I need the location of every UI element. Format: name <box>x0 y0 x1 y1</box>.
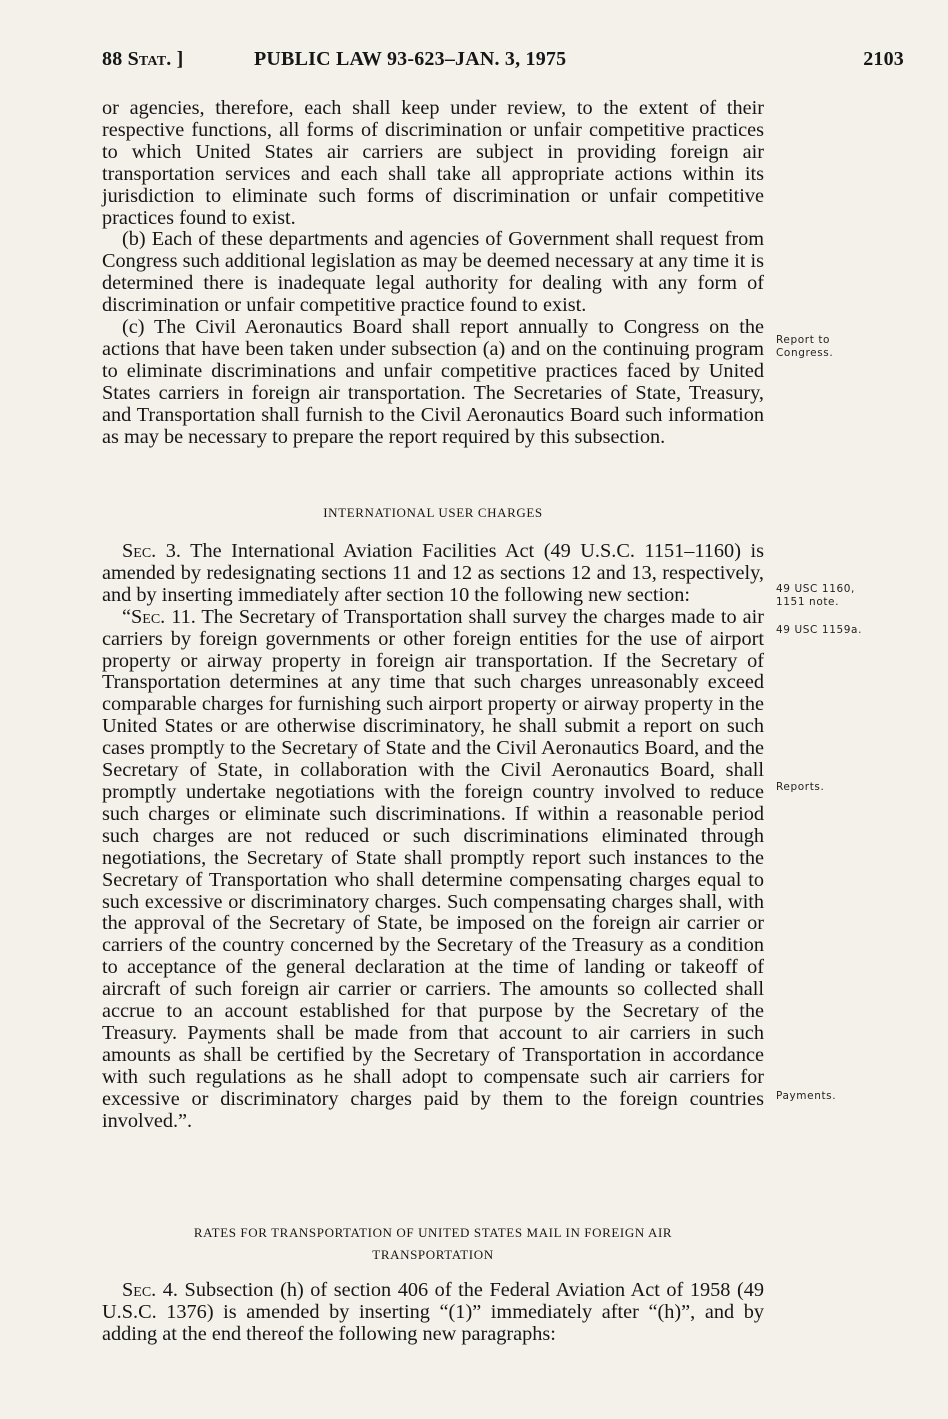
section-3-paragraph <box>102 541 764 607</box>
section-4-paragraph <box>102 1280 764 1346</box>
margin-note-usc-1160-line1: 49 USC 1160, <box>776 583 855 595</box>
running-title: PUBLIC LAW 93-623–JAN. 3, 1975 <box>254 48 567 70</box>
margin-note-reports: Reports. <box>776 781 825 793</box>
margin-note-usc-1160 <box>776 583 916 609</box>
section-4-text: Subsection (h) of section 406 of the Federal Aviation Act of 1958 (49 U.S.C. 1376) is amended by inserting “(1)” immediately after “(h)”, and by adding at the end thereof the following new paragraphs: <box>102 1279 764 1345</box>
heading-international-user-charges: INTERNATIONAL USER CHARGES <box>323 505 543 520</box>
paragraph-c: (c) The Civil Aeronautics Board shall report annually to Congress on the actions that have been taken under subsection (a) and on the continuing program to eliminate discriminations and unfair competitive practices faced by United States carriers in foreign air transportation. The Secretaries of State, Treasury, and Transportation shall furnish to the Civil Aeronautics Board such information as may be necessary to prepare the report required by this subsection. <box>102 316 764 448</box>
paragraph-b: (b) Each of these departments and agencies of Government shall request from Congress such additional legislation as may be deemed necessary at any time it is determined there is inadequate legal authority for dealing with any form of discrimination or unfair competitive practice found to exist. <box>102 228 764 317</box>
heading-mail-rates <box>102 1222 764 1266</box>
section-4 <box>102 1280 764 1346</box>
margin-note-usc-1159a: 49 USC 1159a. <box>776 624 863 636</box>
statute-reference: 88 Stat. ] <box>102 48 184 70</box>
page-header <box>102 48 904 78</box>
section-4-label: Sec. 4. <box>122 1279 178 1301</box>
section-11-paragraph <box>102 607 764 1133</box>
section-3-label: Sec. 3. <box>122 540 181 562</box>
margin-note-report-to-congress: Report to Congress. <box>776 334 834 359</box>
paragraph-a-continuation: or agencies, therefore, each shall keep under review, to the extent of their respective functions, all forms of discrimination or unfair competitive practices to which United States air carriers are subject in providing foreign air transportation services and each shall take all appropriate actions within its jurisdiction to eliminate such forms of discrimination or unfair competitive practices found to exist. <box>102 97 764 229</box>
margin-note-payments: Payments. <box>776 1090 837 1102</box>
margin-note-usc-1160-line2: 1151 note. <box>776 596 840 608</box>
section-11-label: “Sec. 11. <box>122 605 196 628</box>
heading-mail-rates-line1: RATES FOR TRANSPORTATION OF UNITED STATES MAIL IN FOREIGN AIR <box>193 1225 673 1240</box>
section-3-text: The International Aviation Facilities Act (49 U.S.C. 1151–1160) is amended by redesignating sections 11 and 12 as sections 12 and 13, respectively, and by inserting immediately after section 10 the following new section: <box>102 540 764 606</box>
heading-mail-rates-line2: TRANSPORTATION <box>372 1247 494 1262</box>
page-number: 2103 <box>863 48 904 70</box>
section-11-text: The Secretary of Transportation shall survey the charges made to air carriers by foreign governments or other foreign entities for the use of airport property or airway property in foreign air transportation. If the Secretary of Transportation determines at any time that such charges unreasonably exceed comparable charges for furnishing such airport property or airway property in the United States or are otherwise discriminatory, he shall submit a report on such cases promptly to the Secretary of State and the Civil Aeronautics Board, and the Secretary of State, in collaboration with the Civil Aeronautics Board, shall promptly undertake negotiations with the foreign country involved to reduce such charges or eliminate such discriminations. If within a reasonable period such charges are not reduced or such discriminations eliminated through negotiations, the Secretary of State shall promptly report such instances to the Secretary of Transportation who shall determine compensating charges equal to such excessive or discriminatory charges. Such compensating charges shall, with the approval of the Secretary of State, be imposed on the foreign air carrier or carriers of the country concerned by the Secretary of the Treasury as a condition to acceptance of the general declaration at the time of landing or takeoff of aircraft of such foreign air carrier or carriers. The amounts so collected shall accrue to an account established for that purpose by the Secretary of the Treasury. Payments shall be made from that account to air carriers in such amounts as shall be certified by the Secretary of Transportation in accordance with such regulations as he shall adopt to compensate such air carriers for excessive or discriminatory charges paid by them to the foreign countries involved.”. <box>102 605 764 1132</box>
section-3 <box>102 541 764 1132</box>
section-2-continuation <box>102 98 764 449</box>
